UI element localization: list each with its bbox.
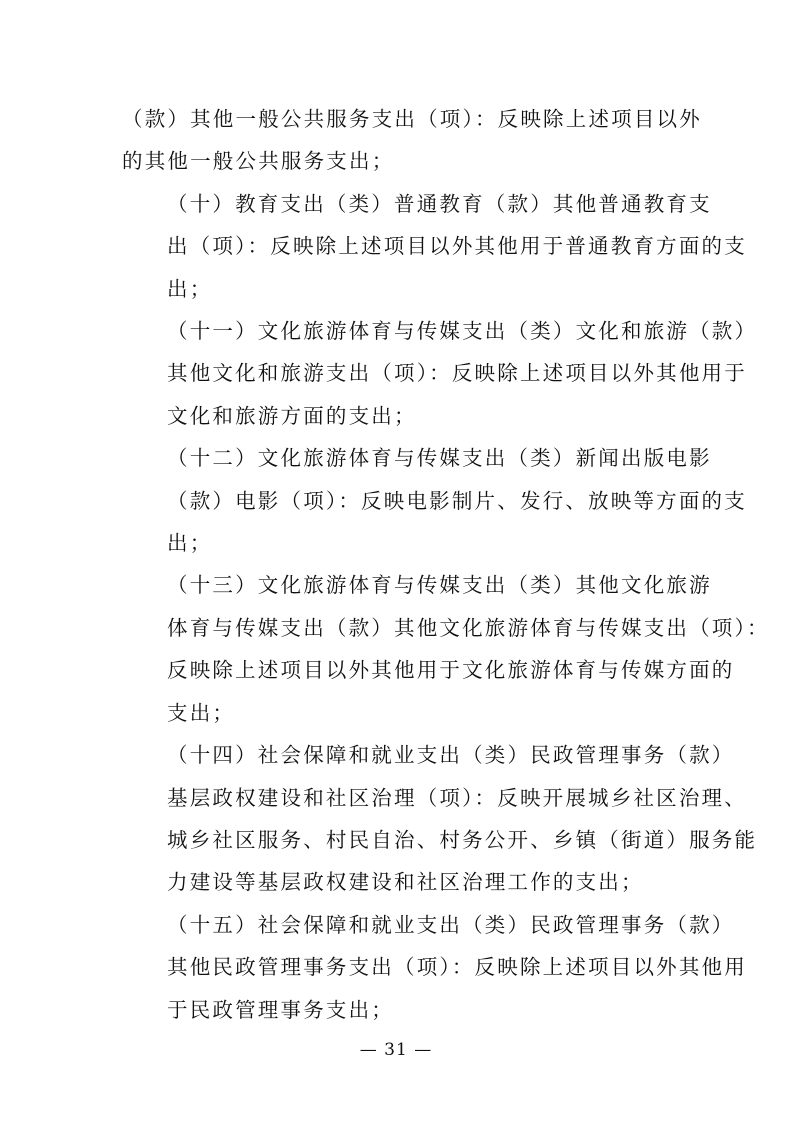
text-line: 反映除上述项目以外其他用于文化旅游体育与传媒方面的 [167, 658, 735, 683]
text-line: （款）其他一般公共服务支出（项）：反映除上述项目以外 [122, 107, 702, 131]
paragraph-item-11 [122, 310, 758, 437]
page-number: — 31 — [359, 1040, 433, 1060]
body-text [122, 98, 770, 1031]
text-line: （十四）社会保障和就业支出（类）民政管理事务（款） [167, 743, 735, 768]
text-line: 力建设等基层政权建设和社区治理工作的支出； [167, 870, 644, 895]
text-line: 其他民政管理事务支出（项）：反映除上述项目以外其他用 [167, 955, 747, 980]
text-line: 文化和旅游方面的支出； [167, 403, 417, 428]
text-line: 于民政管理事务支出； [167, 997, 394, 1022]
text-line: 其他文化和旅游支出（项）：反映除上述项目以外其他用于 [167, 361, 747, 386]
paragraph-continued [122, 98, 702, 183]
paragraph-item-12 [122, 437, 747, 564]
text-line: （十三）文化旅游体育与传媒支出（类）其他文化旅游 [167, 573, 712, 598]
text-line: （十二）文化旅游体育与传媒支出（类）新闻出版电影 [167, 446, 712, 471]
text-line: 的其他一般公共服务支出； [122, 149, 395, 174]
text-line: （十）教育支出（类）普通教育（款）其他普通教育支 [167, 191, 712, 216]
text-line: 体育与传媒支出（款）其他文化旅游体育与传媒支出（项）： [167, 615, 770, 640]
text-line: （款）电影（项）：反映电影制片、发行、放映等方面的支 [167, 488, 747, 513]
text-line: 城乡社区服务、村民自治、村务公开、乡镇（街道）服务能 [167, 827, 758, 852]
text-line: 出； [167, 276, 213, 301]
text-line: （十一）文化旅游体育与传媒支出（类）文化和旅游（款） [167, 319, 758, 344]
text-line: 基层政权建设和社区治理（项）：反映开展城乡社区治理、 [167, 785, 747, 810]
paragraph-item-14 [122, 734, 758, 904]
text-line: 出； [167, 531, 213, 556]
paragraph-item-10 [122, 183, 747, 310]
paragraph-item-13 [122, 564, 770, 734]
text-line: 出（项）：反映除上述项目以外其他用于普通教育方面的支 [167, 234, 747, 259]
text-line: （十五）社会保障和就业支出（类）民政管理事务（款） [167, 912, 735, 937]
text-line: 支出； [167, 700, 236, 725]
paragraph-item-15 [122, 904, 747, 1031]
